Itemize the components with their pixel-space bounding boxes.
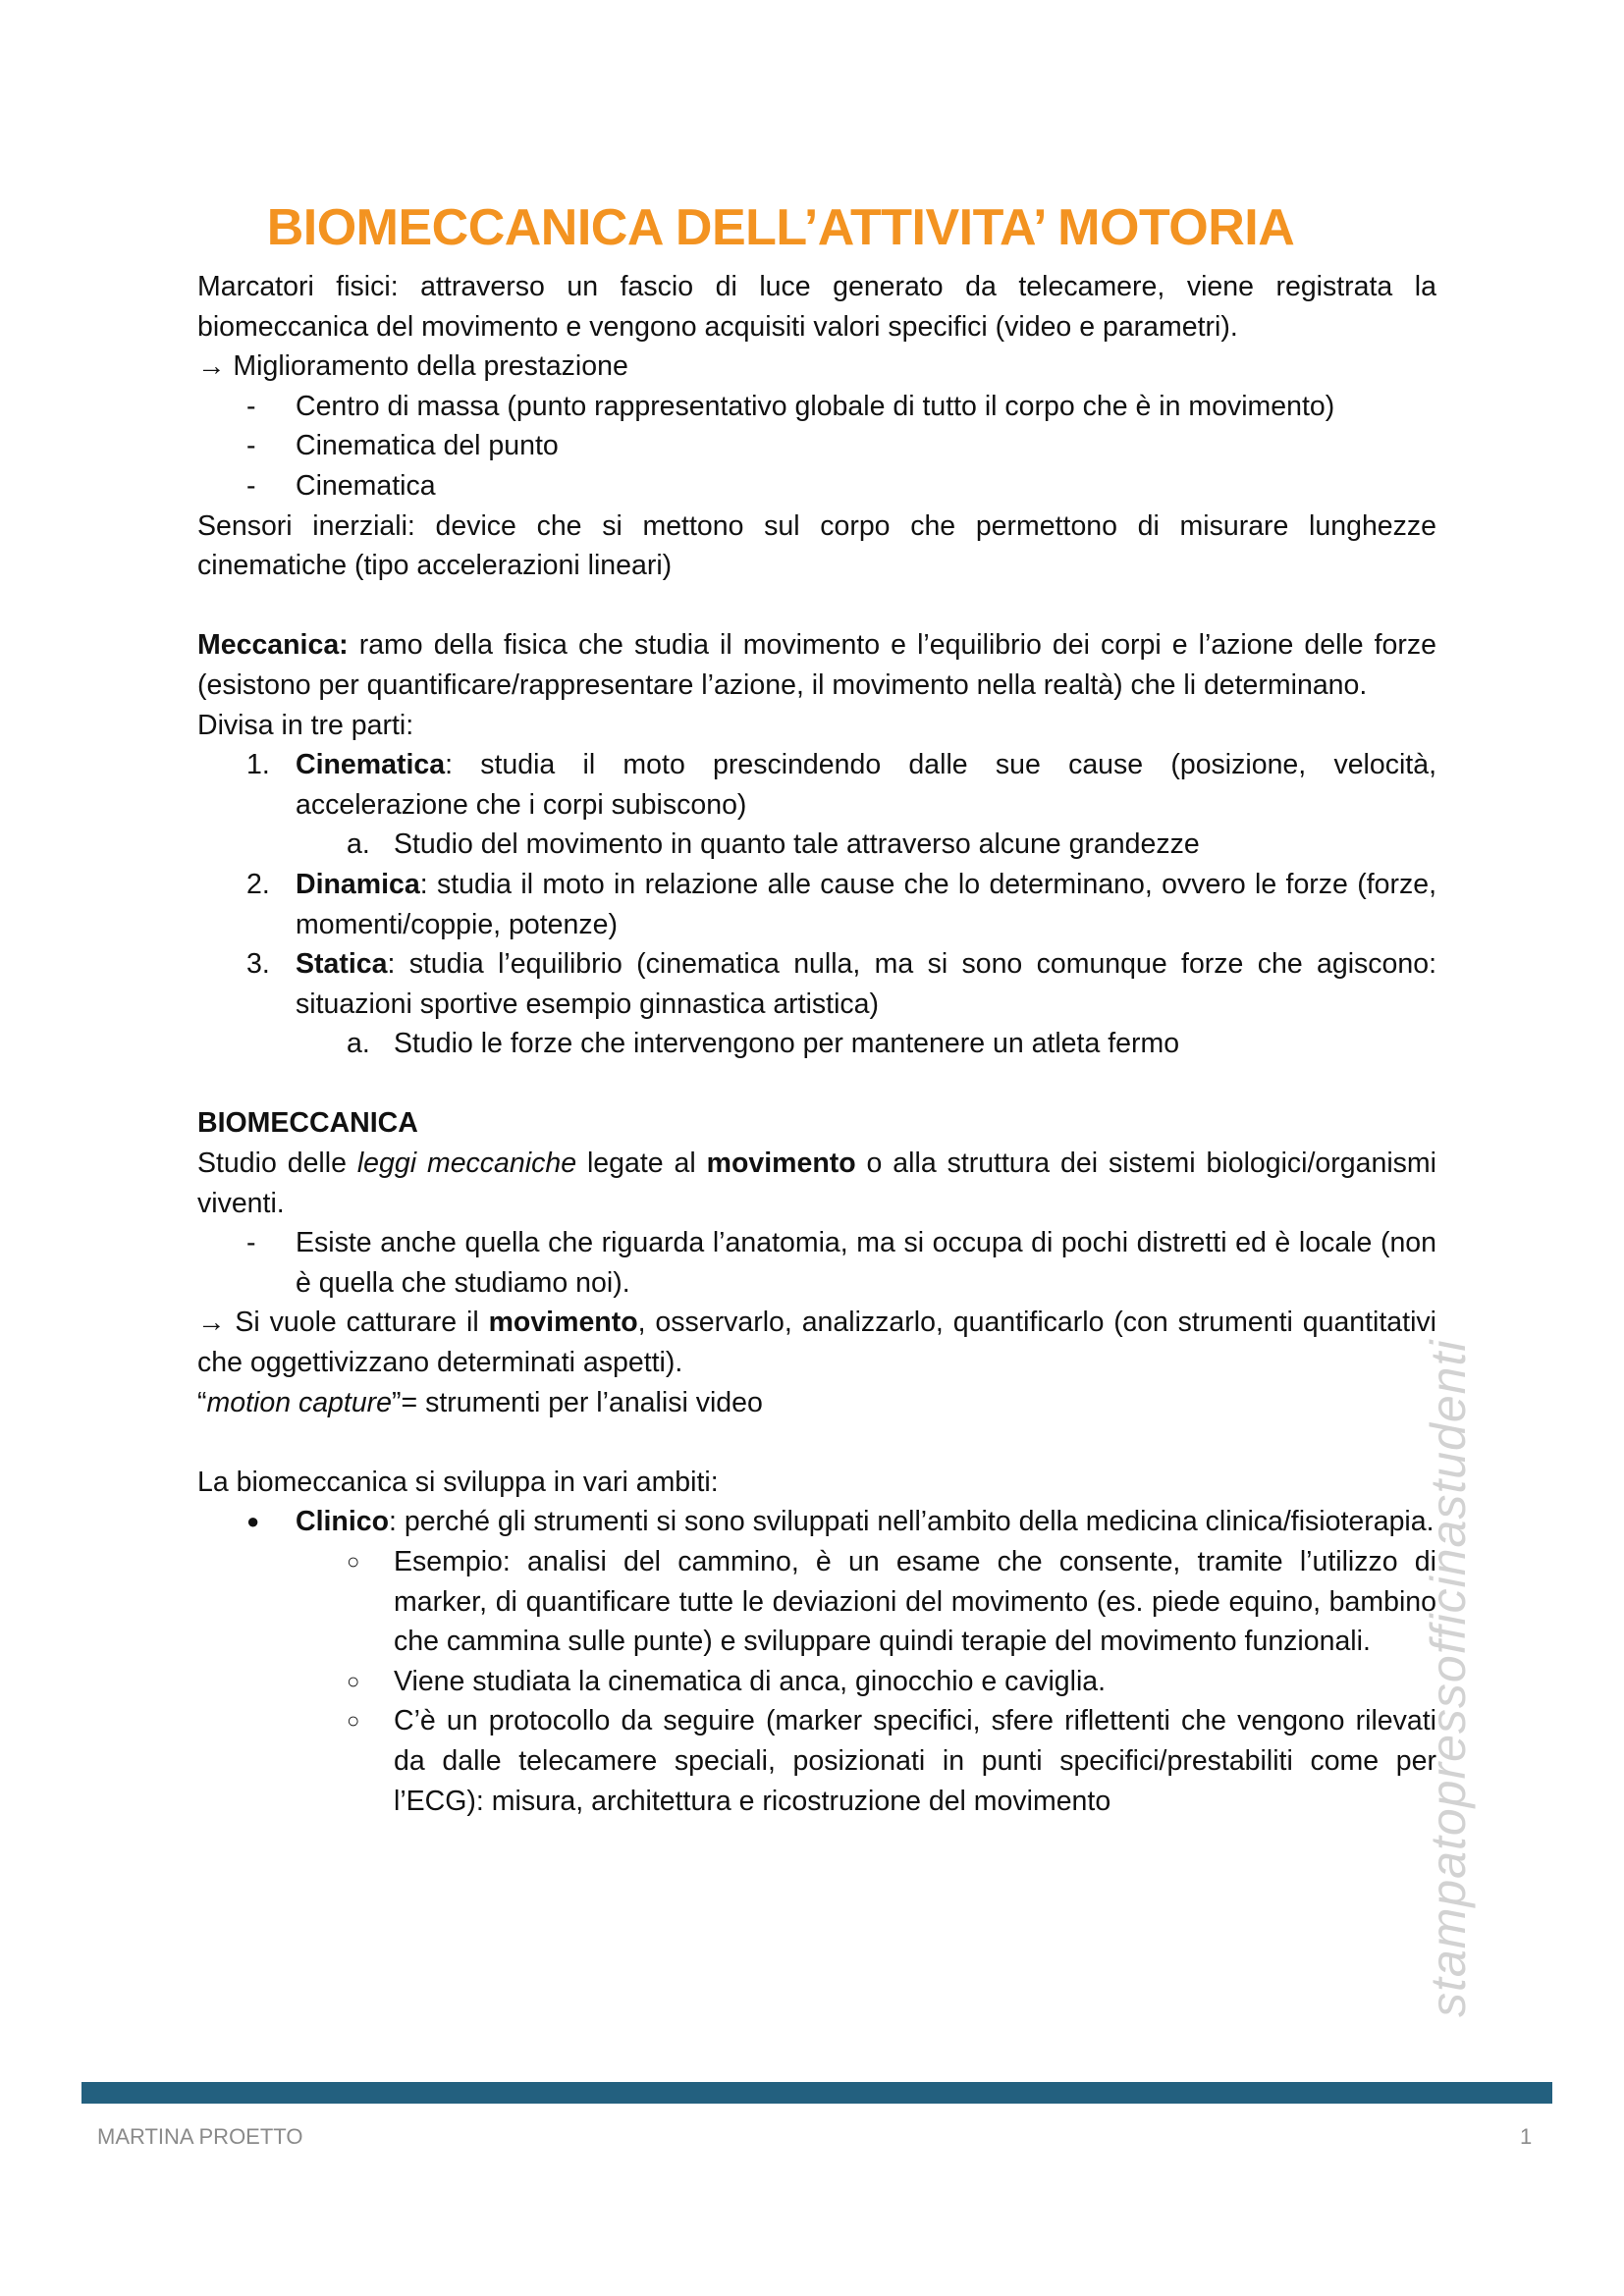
page-number: 1 — [1520, 2124, 1533, 2149]
italic-term: leggi meccaniche — [356, 1148, 577, 1180]
sub-list-item — [197, 1701, 1436, 1821]
dinamica-term: Dinamica — [296, 868, 420, 900]
number-marker: 3. — [246, 948, 270, 981]
number-marker: 1. — [246, 749, 270, 781]
circle-marker: ○ — [347, 1549, 360, 1574]
sub-list-item — [197, 1542, 1436, 1662]
text-run: , osservarlo, analizzarlo, quantificarlo (con strumenti quantitativi che oggettivizzano determinati aspetti). — [197, 1307, 1436, 1379]
list-item-text: Cinematica — [296, 469, 436, 502]
sub-list-item-text: Viene studiata la cinematica di anca, ginocchio e caviglia. — [394, 1665, 1107, 1697]
list-item-statica — [197, 944, 1436, 1024]
list-item — [197, 1223, 1436, 1303]
text-run: Studio delle — [197, 1148, 357, 1180]
dash-marker: - — [246, 430, 256, 462]
document-body — [197, 267, 1436, 1821]
clinico-term: Clinico — [296, 1506, 390, 1538]
list-item — [197, 387, 1436, 427]
watermark: stampatopressofficinastudenti — [1421, 1339, 1476, 2017]
motion-capture-line — [197, 1383, 1436, 1423]
text-run: “ — [197, 1386, 207, 1418]
list-item-dinamica — [197, 865, 1436, 944]
footer-author: MARTINA PROETTO — [97, 2124, 303, 2149]
biomeccanica-heading — [197, 1103, 1436, 1144]
dash-marker: - — [246, 390, 256, 422]
sub-list-item-text: Studio le forze che intervengono per mantenere un atleta fermo — [394, 1028, 1180, 1060]
list-item-text: Esiste anche quella che riguarda l’anatomia, ma si occupa di pochi distretti ed è locale (non è quella che studiamo noi). — [296, 1227, 1436, 1299]
sub-list-item — [197, 825, 1436, 865]
text-run: legate al — [576, 1148, 707, 1180]
footer-bar — [81, 2082, 1552, 2104]
number-marker: 2. — [246, 868, 270, 900]
section-heading: BIOMECCANICA — [197, 1107, 418, 1140]
bullet-marker: ● — [246, 1509, 260, 1534]
ambiti-intro: La biomeccanica si sviluppa in vari ambiti: — [197, 1466, 719, 1498]
dinamica-text: : studia il moto in relazione alle cause che lo determinano, ovvero le forze (forze, momenti/coppie, potenze) — [296, 868, 1436, 940]
circle-marker: ○ — [347, 1668, 360, 1693]
letter-marker: a. — [347, 828, 370, 861]
list-item-text: Centro di massa (punto rappresentativo globale di tutto il corpo che è in movimento) — [296, 390, 1335, 422]
statica-text: : studia l’equilibrio (cinematica nulla, ma si sono comunque forze che agiscono: situazioni sportive esempio ginnastica artistica) — [296, 948, 1436, 1020]
miglioramento-line: → Miglioramento della prestazione — [197, 350, 628, 383]
list-item-text: Cinematica del punto — [296, 430, 559, 462]
letter-marker: a. — [347, 1028, 370, 1060]
italic-term: motion capture — [206, 1386, 393, 1418]
statica-term: Statica — [296, 948, 388, 981]
text-run: o alla struttura dei sistemi biologici/organismi viventi. — [197, 1148, 1436, 1219]
meccanica-term: Meccanica: — [197, 629, 349, 662]
text-run: ”= strumenti per l’analisi video — [392, 1386, 763, 1418]
catturare-paragraph — [197, 1303, 1436, 1382]
meccanica-definition: ramo della fisica che studia il movimento e l’equilibrio dei corpi e l’azione delle forze (esistono per quantificare/rappresentare l’azione, il movimento nella realtà) che li determinano. — [197, 629, 1436, 701]
cinematica-text: : studia il moto prescindendo dalle sue cause (posizione, velocità, accelerazione che i corpi subiscono) — [296, 749, 1436, 821]
clinico-text: : perché gli strumenti si sono sviluppati nell’ambito della medicina clinica/fisioterapia. — [389, 1506, 1435, 1538]
marcatori-paragraph: Marcatori fisici: attraverso un fascio di luce generato da telecamere, viene registrata la biomeccanica del movimento e vengono acquisiti valori specifici (video e parametri). — [197, 271, 1436, 343]
sub-list-item-text: Studio del movimento in quanto tale attraverso alcune grandezze — [394, 828, 1200, 861]
dash-marker: - — [246, 1227, 256, 1259]
text-run: → Si vuole catturare il — [197, 1307, 489, 1339]
dash-marker: - — [246, 469, 256, 502]
sensori-paragraph: Sensori inerziali: device che si mettono sul corpo che permettono di misurare lunghezze cinematiche (tipo accelerazioni lineari) — [197, 509, 1436, 582]
circle-marker: ○ — [347, 1708, 360, 1734]
sub-list-item — [197, 1662, 1436, 1702]
cinematica-term: Cinematica — [296, 749, 446, 781]
list-item-clinico — [197, 1502, 1436, 1542]
bold-term: movimento — [706, 1148, 856, 1180]
list-item — [197, 466, 1436, 507]
page-title: BIOMECCANICA DELL’ATTIVITA’ MOTORIA — [266, 199, 1295, 256]
meccanica-paragraph — [197, 625, 1436, 705]
sub-list-item — [197, 1024, 1436, 1064]
sub-list-item-text: C’è un protocollo da seguire (marker specifici, sfere riflettenti che vengono rilevati da dalle telecamere speciali, posizionati in punti specifici/prestabiliti come per l’ECG): misura, architettura e ricostruzione del movimento — [394, 1705, 1436, 1817]
divisa-line: Divisa in tre parti: — [197, 709, 414, 741]
sub-list-item-text: Esempio: analisi del cammino, è un esame che consente, tramite l’utilizzo di marker, di quantificare tutte le deviazioni del movimento (es. piede equino, bambino che cammina sulle punte) e sviluppare quindi terapie del movimento funzionali. — [394, 1546, 1436, 1658]
list-item-cinematica — [197, 745, 1436, 825]
biomeccanica-definition — [197, 1144, 1436, 1223]
bold-term: movimento — [488, 1307, 638, 1339]
list-item — [197, 426, 1436, 466]
